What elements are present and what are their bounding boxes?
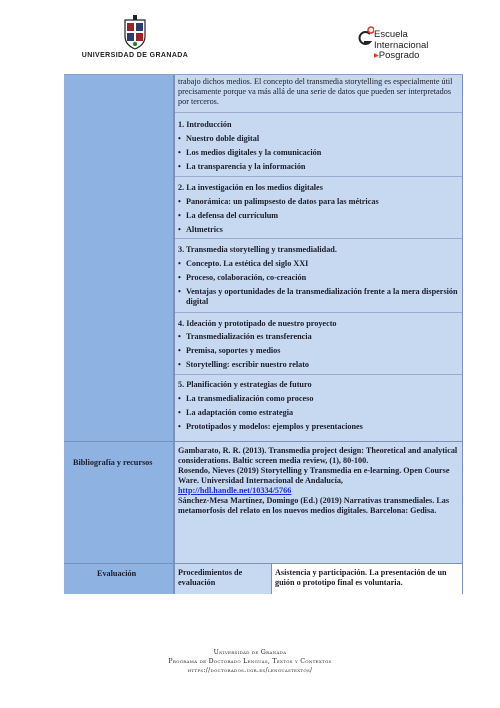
- list-item: • Premisa, soportes y medios: [178, 346, 281, 355]
- page-footer: [0, 648, 500, 675]
- list-item: • Proceso, colaboración, co-creación: [178, 273, 307, 282]
- list-item: • Altmetrics: [178, 225, 223, 234]
- bibliography-entry: Gambarato, R. R. (2013). Transmedia project design: Theoretical and analytical considerations. Baltic screen media review, (1), 80-100.: [178, 446, 458, 465]
- list-item: • Storytelling: escribir nuestro relato: [178, 360, 310, 369]
- list-item: • La defensa del currículum: [178, 211, 279, 220]
- bibliography-label-cell: [64, 442, 173, 563]
- section-title: 4. Ideación y prototipado de nuestro proyecto: [178, 319, 337, 328]
- section-divider: [175, 312, 463, 313]
- list-item: • Los medios digitales y la comunicación: [178, 148, 322, 157]
- footer-url[interactable]: https://doctorados.ugr.es/lenguastextos/: [187, 667, 313, 674]
- section-title: 5. Planificación y estrategias de futuro: [178, 380, 312, 389]
- column-divider: [173, 75, 175, 594]
- bibliography-label: Bibliografía y recursos: [73, 458, 153, 467]
- university-crest-icon: [120, 14, 150, 50]
- eip-line-3: Posgrado: [378, 50, 420, 61]
- section-title: 2. La investigación en los medios digitales: [178, 183, 323, 192]
- list-item: • Panorámica: un palimpsesto de datos para las métricas: [178, 197, 379, 206]
- section-divider: [175, 238, 463, 239]
- list-item: • Ventajas y oportunidades de la transmedialización frente a la mera dispersión digital: [178, 287, 458, 306]
- contents-cell: [175, 75, 463, 441]
- bibliography-list: [178, 446, 460, 516]
- procedures-label: Procedimientos de evaluación: [178, 568, 243, 587]
- footer-university: Universidad de Granada: [213, 649, 287, 656]
- bibliography-entry: Sánchez-Mesa Martínez, Domingo (Ed.) (2019) Narrativas transmediales. Las metamorfosis del relato en los nuevos medios digitales. Barcelona: Gedisa.: [178, 496, 450, 515]
- eip-line-2: Internacional: [374, 39, 429, 51]
- procedures-cell: [272, 564, 463, 594]
- university-name: UNIVERSIDAD DE GRANADA: [81, 52, 189, 59]
- bibliography-cell: [175, 442, 463, 563]
- university-logo: [80, 14, 190, 59]
- list-item: • La transmedialización como proceso: [178, 394, 314, 403]
- eip-line-1: Escuela: [374, 29, 408, 40]
- footer-program: Programa de Doctorado Lenguas, Textos y Contextos: [168, 658, 332, 665]
- bibliography-entry: Rosendo, Nieves (2019) Storytelling y Transmedia en e-learning. Open Course Ware. Universidad Internacional de Andalucía,: [178, 466, 450, 485]
- section-divider: [175, 374, 463, 375]
- section-title: 3. Transmedia storytelling y transmedialidad.: [178, 245, 337, 254]
- section-divider: [175, 112, 463, 113]
- procedures-label-cell: [175, 564, 272, 594]
- procedures-text: Asistencia y participación. La presentación de un guión o prototipo final es voluntaria.: [275, 568, 447, 587]
- course-table: [64, 74, 463, 594]
- table-border: [462, 75, 463, 594]
- evaluation-label: Evaluación: [97, 569, 137, 578]
- handle-link[interactable]: http://hdl.handle.net/10334/5766: [178, 486, 292, 495]
- eip-emblem-icon: [358, 26, 374, 54]
- list-item: • Concepto. La estética del siglo XXI: [178, 259, 309, 268]
- eip-arrow-icon: ▸: [374, 50, 379, 61]
- list-item: • La transparencia y la información: [178, 162, 306, 171]
- list-item: • Prototipados y modelos: ejemplos y presentaciones: [178, 422, 363, 431]
- list-item: • La adaptación como estrategia: [178, 408, 294, 417]
- evaluation-label-cell: [64, 564, 173, 594]
- section-title: 1. Introducción: [178, 120, 232, 129]
- list-item: • Transmedialización es transferencia: [178, 332, 312, 341]
- eip-logo: [358, 26, 468, 66]
- contents-label-cell: [64, 75, 173, 441]
- list-item: • Nuestro doble digital: [178, 134, 260, 143]
- intro-text: trabajo dichos medios. El concepto del transmedia storytelling es especialmente útil precisamente porque va más allá de una serie de datos que pueden ser interpretados por terceros.: [178, 77, 453, 106]
- section-divider: [175, 176, 463, 177]
